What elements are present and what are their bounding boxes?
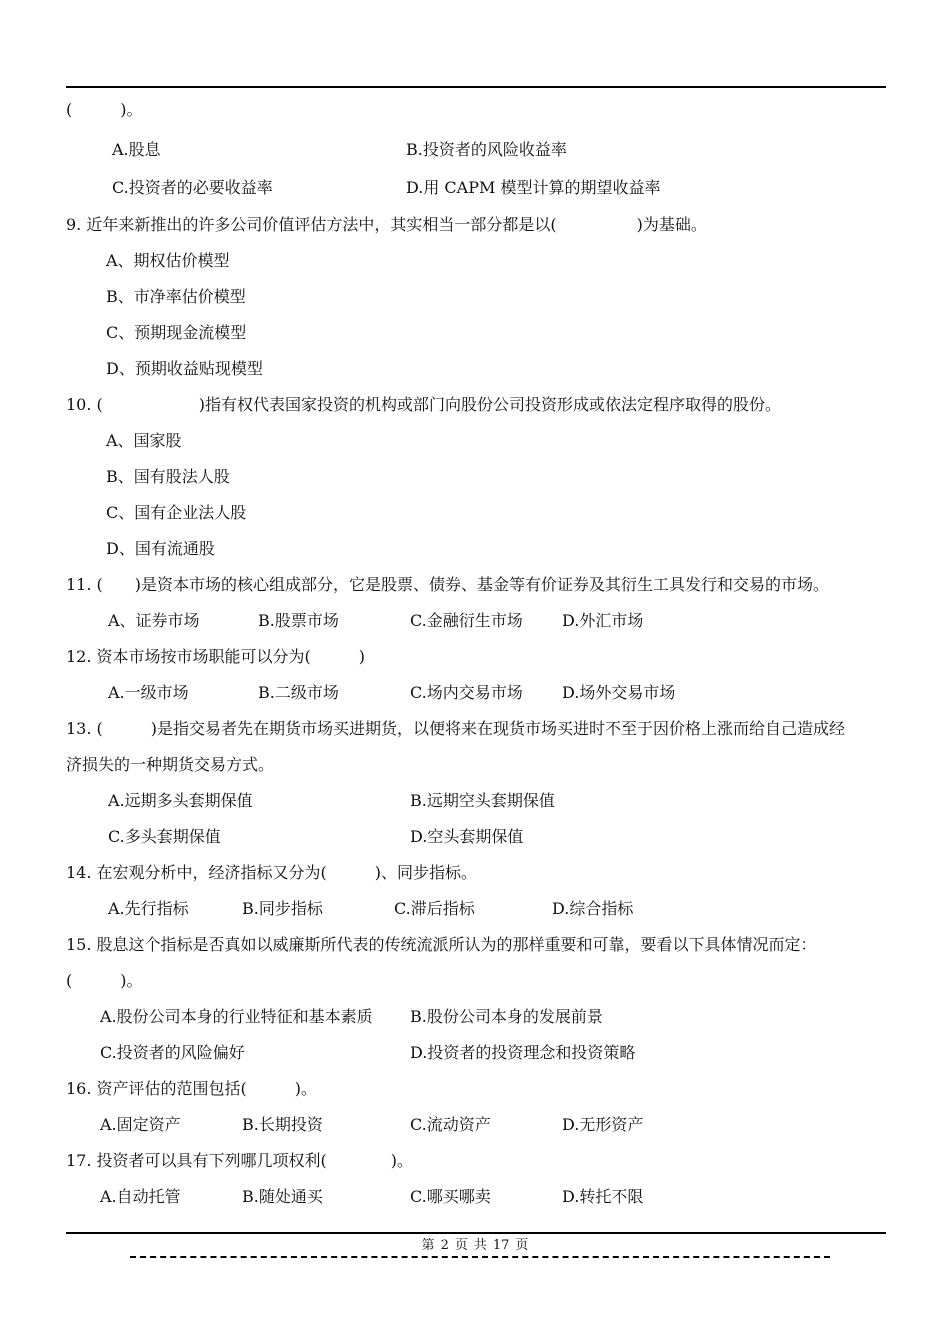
q13-stem-line-2: 济损失的一种期货交易方式。 — [66, 755, 275, 774]
footer-word-ye: 页 — [454, 1238, 468, 1253]
q10-option-b: B、国有股法人股 — [106, 467, 230, 486]
total-page-count: 17 — [492, 1238, 510, 1253]
q9-option-b: B、市净率估价模型 — [106, 287, 246, 306]
q11-option-d: D.外汇市场 — [562, 611, 644, 630]
q10-option-c: C、国有企业法人股 — [106, 503, 247, 522]
q15-option-b: B.股份公司本身的发展前景 — [410, 1007, 603, 1026]
header-rule — [66, 86, 886, 88]
footer-word-ye-2: 页 — [515, 1238, 529, 1253]
q16-option-c: C.流动资产 — [410, 1115, 491, 1134]
q17-option-b: B.随处通买 — [242, 1187, 323, 1206]
q17-option-c: C.哪买哪卖 — [410, 1187, 491, 1206]
q9-option-d: D、预期收益贴现模型 — [106, 359, 263, 378]
q15-option-d: D.投资者的投资理念和投资策略 — [410, 1043, 636, 1062]
q17-stem: 17. 投资者可以具有下列哪几项权利( )。 — [66, 1151, 414, 1170]
q8-option-c: C.投资者的必要收益率 — [112, 178, 273, 197]
q8-option-b: B.投资者的风险收益率 — [406, 140, 567, 159]
q12-stem: 12. 资本市场按市场职能可以分为( ) — [66, 647, 366, 666]
q16-option-a: A.固定资产 — [100, 1115, 181, 1134]
q14-option-b: B.同步指标 — [242, 899, 323, 918]
q13-option-a: A.远期多头套期保值 — [108, 791, 253, 810]
q13-option-b: B.远期空头套期保值 — [410, 791, 555, 810]
q12-option-a: A.一级市场 — [108, 683, 189, 702]
q16-stem: 16. 资产评估的范围包括( )。 — [66, 1079, 318, 1098]
page-footer — [0, 1238, 950, 1254]
q15-stem-line-1: 15. 股息这个指标是否真如以威廉斯所代表的传统流派所认为的那样重要和可靠，要看以下具体情况而定： — [66, 935, 817, 954]
q10-option-a: A、国家股 — [106, 431, 182, 450]
q9-option-a: A、期权估价模型 — [106, 251, 230, 270]
q8-option-d: D.用 CAPM 模型计算的期望收益率 — [406, 178, 661, 197]
q15-option-c: C.投资者的风险偏好 — [100, 1043, 245, 1062]
q14-stem: 14. 在宏观分析中，经济指标又分为( )、同步指标。 — [66, 863, 478, 882]
q13-option-d: D.空头套期保值 — [410, 827, 524, 846]
q11-stem: 11. ( )是资本市场的核心组成部分，它是股票、债券、基金等有价证券及其衍生工具发行和交易的市场。 — [66, 575, 830, 594]
q13-stem-line-1: 13. ( )是指交易者先在期货市场买进期货，以便将来在现货市场买进时不至于因价格上涨而给自己造成经 — [66, 719, 846, 738]
q16-option-d: D.无形资产 — [562, 1115, 644, 1134]
q17-option-d: D.转托不限 — [562, 1187, 644, 1206]
q10-option-d: D、国有流通股 — [106, 539, 215, 558]
q9-stem: 9. 近年来新推出的许多公司价值评估方法中，其实相当一部分都是以( )为基础。 — [66, 215, 707, 234]
q14-option-c: C.滞后指标 — [394, 899, 475, 918]
q15-stem-line-2: ( )。 — [66, 971, 143, 990]
q13-option-c: C.多头套期保值 — [108, 827, 221, 846]
footer-word-gong: 共 — [473, 1238, 487, 1253]
q9-option-c: C、预期现金流模型 — [106, 323, 247, 342]
q8-option-a: A.股息 — [112, 140, 161, 159]
q14-option-d: D.综合指标 — [552, 899, 634, 918]
q12-option-b: B.二级市场 — [258, 683, 339, 702]
q14-option-a: A.先行指标 — [108, 899, 189, 918]
q11-option-c: C.金融衍生市场 — [410, 611, 523, 630]
current-page-number: 2 — [440, 1238, 449, 1253]
q8-blank: ( )。 — [66, 100, 143, 119]
q10-stem: 10. ( )指有权代表国家投资的机构或部门向股份公司投资形成或依法定程序取得的股份。 — [66, 395, 782, 414]
footer-rule — [66, 1232, 886, 1234]
q17-option-a: A.自动托管 — [100, 1187, 181, 1206]
q16-option-b: B.长期投资 — [242, 1115, 323, 1134]
footer-word-di: 第 — [421, 1238, 435, 1253]
footer-dashed-rule — [130, 1256, 830, 1258]
q12-option-d: D.场外交易市场 — [562, 683, 676, 702]
q12-option-c: C.场内交易市场 — [410, 683, 523, 702]
q15-option-a: A.股份公司本身的行业特征和基本素质 — [100, 1007, 373, 1026]
q11-option-a: A、证券市场 — [108, 611, 200, 630]
q11-option-b: B.股票市场 — [258, 611, 339, 630]
